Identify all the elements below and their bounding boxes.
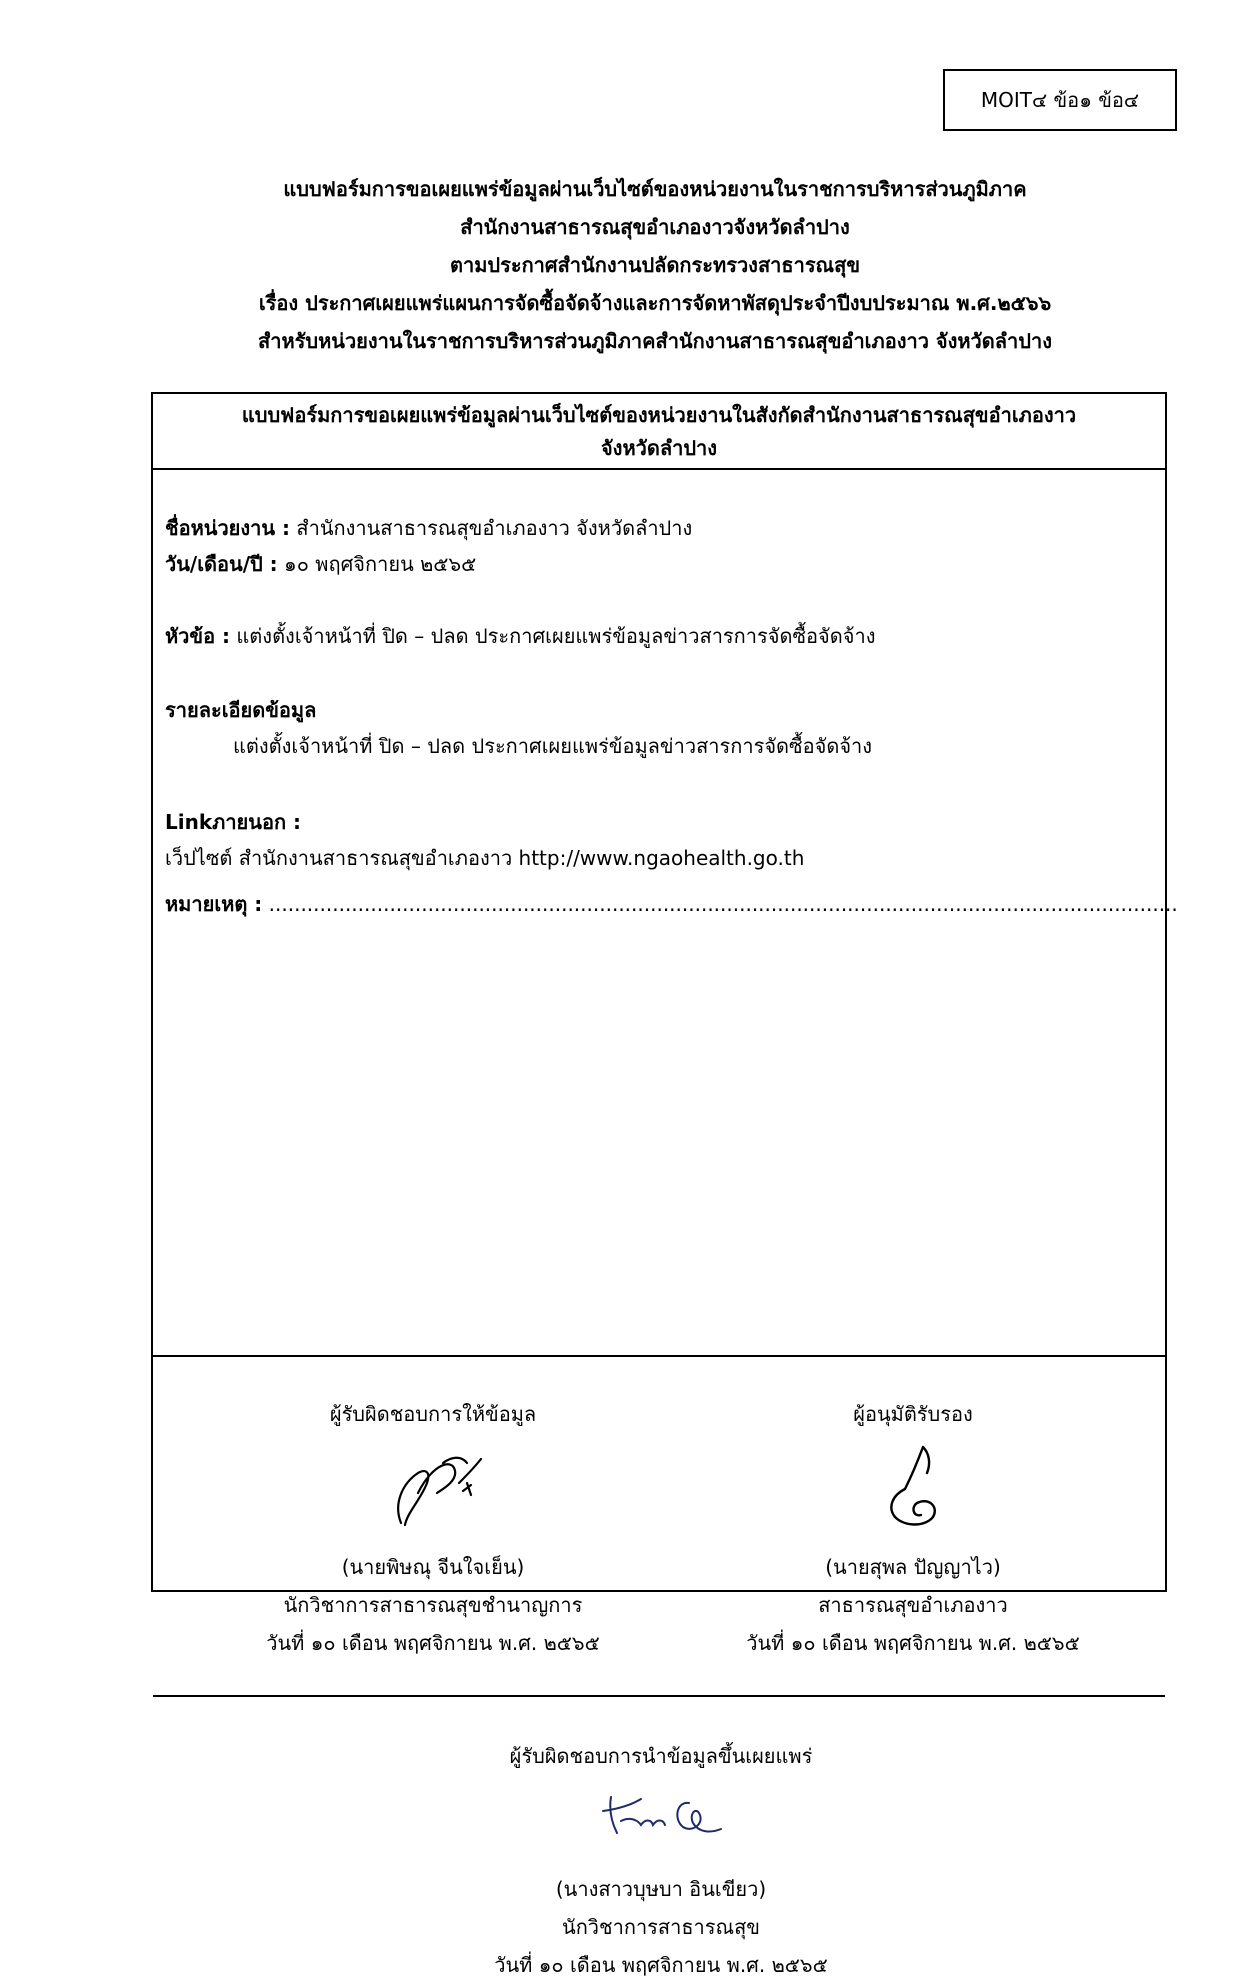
publisher-section	[153, 1697, 1165, 1984]
note-row	[165, 888, 1178, 920]
subject-value: แต่งตั้งเจ้าหน้าที่ ปิด – ปลด ประกาศเผยแพร่ข้อมูลข่าวสารการจัดซื้อจัดจ้าง	[230, 624, 876, 648]
publisher-role: ผู้รับผิดชอบการนำข้อมูลขึ้นเผยแพร่	[509, 1744, 813, 1768]
right-signature-block	[673, 1395, 1153, 1662]
link-label: Linkภายนอก :	[165, 810, 302, 834]
agency-label: ชื่อหน่วยงาน :	[165, 516, 291, 540]
agency-value: สำนักงานสาธารณสุขอำเภองาว จังหวัดลำปาง	[290, 516, 693, 540]
form-title-line-2: จังหวัดลำปาง	[600, 436, 718, 460]
left-signer-date: วันที่ ๑๐ เดือน พฤศจิกายน พ.ศ. ๒๕๖๕	[266, 1631, 600, 1655]
right-signer-date: วันที่ ๑๐ เดือน พฤศจิกายน พ.ศ. ๒๕๖๕	[746, 1631, 1080, 1655]
form-title-line-1: แบบฟอร์มการขอเผยแพร่ข้อมูลผ่านเว็บไซต์ของหน่วยงานในสังกัดสำนักงานสาธารณสุขอำเภองาว	[241, 403, 1077, 427]
right-signature-icon	[853, 1433, 973, 1543]
header-line-3: ตามประกาศสำนักงานปลัดกระทรวงสาธารณสุข	[449, 253, 860, 277]
note-label: หมายเหตุ :	[165, 892, 263, 916]
detail-label: รายละเอียดข้อมูล	[165, 698, 317, 722]
left-signer-name: (นายพิษณุ จีนใจเย็น)	[341, 1555, 525, 1579]
header-line-1: แบบฟอร์มการขอเผยแพร่ข้อมูลผ่านเว็บไซต์ของหน่วยงานในราชการบริหารส่วนภูมิภาค	[283, 177, 1027, 201]
signature-section	[153, 1357, 1165, 1697]
publisher-date: วันที่ ๑๐ เดือน พฤศจิกายน พ.ศ. ๒๕๖๕	[494, 1953, 828, 1977]
subject-label: หัวข้อ :	[165, 624, 231, 648]
document-code-box	[943, 69, 1177, 131]
note-dots: ...............................................................................................................................................	[262, 892, 1178, 916]
subject-row	[165, 620, 875, 652]
form-title-section	[153, 394, 1165, 470]
publisher-name: (นางสาวบุษบา อินเขียว)	[555, 1877, 767, 1901]
agency-row	[165, 512, 692, 544]
form-table	[151, 392, 1178, 1977]
header-line-5: สำหรับหน่วยงานในราชการบริหารส่วนภูมิภาคสำนักงานสาธารณสุขอำเภองาว จังหวัดลำปาง	[258, 329, 1052, 353]
left-signature-block	[193, 1395, 673, 1662]
date-label: วัน/เดือน/ปี :	[165, 552, 278, 576]
right-signer-position: สาธารณสุขอำเภองาว	[818, 1593, 1008, 1617]
publisher-signature-block	[421, 1737, 901, 1984]
left-signature-icon	[363, 1433, 503, 1543]
link-value: เว็ปไซต์ สำนักงานสาธารณสุขอำเภองาว http://www.ngaohealth.go.th	[165, 846, 805, 870]
left-signer-role: ผู้รับผิดชอบการให้ข้อมูล	[329, 1402, 537, 1426]
publisher-signature-icon	[581, 1775, 741, 1855]
detail-value: แต่งตั้งเจ้าหน้าที่ ปิด – ปลด ประกาศเผยแพร่ข้อมูลข่าวสารการจัดซื้อจัดจ้าง	[233, 734, 873, 758]
date-value: ๑๐ พฤศจิกายน ๒๕๖๕	[277, 552, 477, 576]
right-signature	[673, 1433, 1153, 1548]
publisher-position: นักวิชาการสาธารณสุข	[562, 1915, 760, 1939]
date-row	[165, 548, 476, 580]
form-info-section	[153, 470, 1178, 1357]
header-line-4: เรื่อง ประกาศเผยแพร่แผนการจัดซื้อจัดจ้างและการจัดหาพัสดุประจำปีงบประมาณ พ.ศ.๒๕๖๖	[258, 291, 1052, 315]
document-code: MOIT๔ ข้อ๑ ข้อ๔	[980, 88, 1140, 112]
left-signer-position: นักวิชาการสาธารณสุขชำนาญการ	[283, 1593, 583, 1617]
right-signer-role: ผู้อนุมัติรับรอง	[853, 1402, 973, 1426]
document-header	[150, 170, 1160, 360]
publisher-signature	[421, 1775, 901, 1870]
right-signer-name: (นายสุพล ปัญญาไว)	[825, 1555, 1001, 1579]
header-line-2: สำนักงานสาธารณสุขอำเภองาวจังหวัดลำปาง	[460, 215, 850, 239]
left-signature	[193, 1433, 673, 1548]
